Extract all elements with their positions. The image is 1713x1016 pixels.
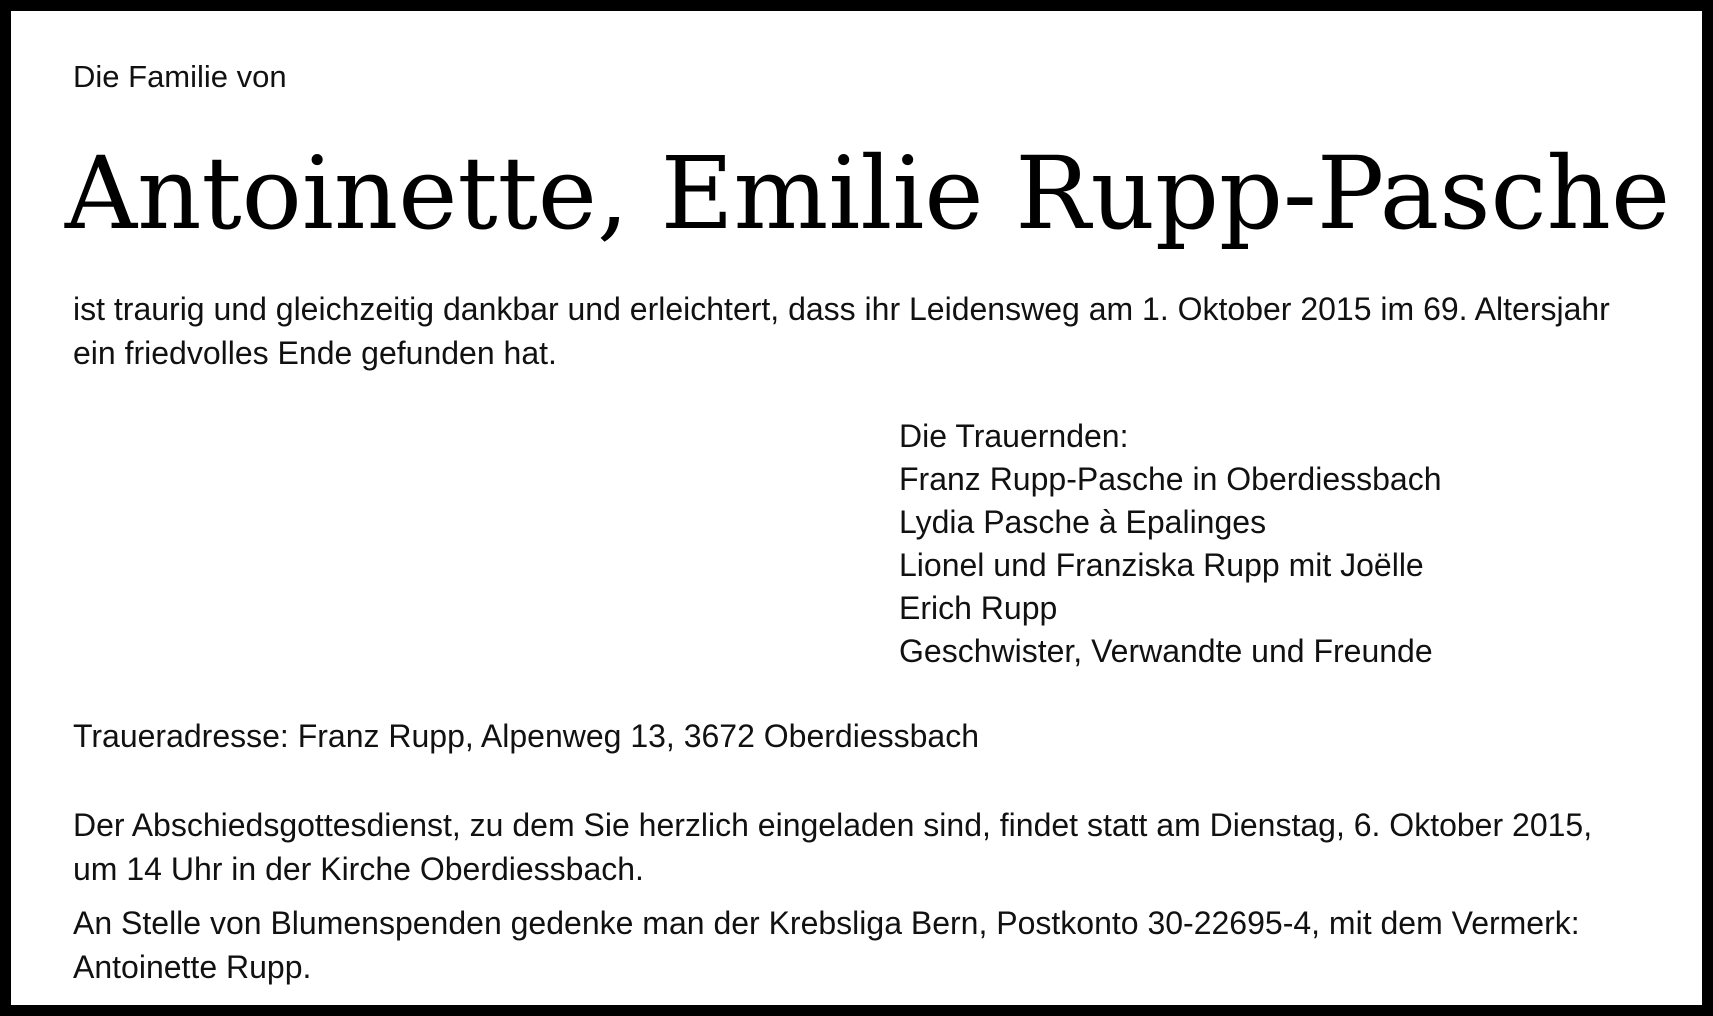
statement-paragraph — [73, 287, 1610, 375]
mourner-item: Erich Rupp — [899, 590, 1058, 626]
mourner-item: Geschwister, Verwandte und Freunde — [899, 633, 1433, 669]
statement-line: ist traurig und gleichzeitig dankbar und erleichtert, dass ihr Leidensweg am 1. Oktober 2015 im 69. Altersjahr — [73, 291, 1610, 327]
mourner-item: Franz Rupp-Pasche in Oberdiessbach — [899, 461, 1442, 497]
service-line: Der Abschiedsgottesdienst, zu dem Sie herzlich eingeladen sind, findet statt am Dienstag, 6. Oktober 2015, — [73, 807, 1593, 843]
mourning-address: Traueradresse: Franz Rupp, Alpenweg 13, 3672 Oberdiessbach — [73, 718, 980, 754]
donation-line: Antoinette Rupp. — [73, 949, 312, 985]
mourner-item: Lydia Pasche à Epalinges — [899, 504, 1267, 540]
mourner-item: Lionel und Franziska Rupp mit Joëlle — [899, 547, 1424, 583]
deceased-name: Antoinette, Emilie Rupp-Pasche — [64, 135, 1671, 252]
mourners-heading: Die Trauernden: — [899, 418, 1129, 454]
statement-line: ein friedvolles Ende gefunden hat. — [73, 335, 557, 371]
donation-line: An Stelle von Blumenspenden gedenke man der Krebsliga Bern, Postkonto 30-22695-4, mit dem Vermerk: — [73, 905, 1580, 941]
service-paragraph — [73, 803, 1592, 891]
mourners-list — [899, 415, 1442, 673]
service-line: um 14 Uhr in der Kirche Oberdiessbach. — [73, 851, 644, 887]
intro-text: Die Familie von — [73, 59, 287, 94]
donation-paragraph — [73, 901, 1580, 989]
